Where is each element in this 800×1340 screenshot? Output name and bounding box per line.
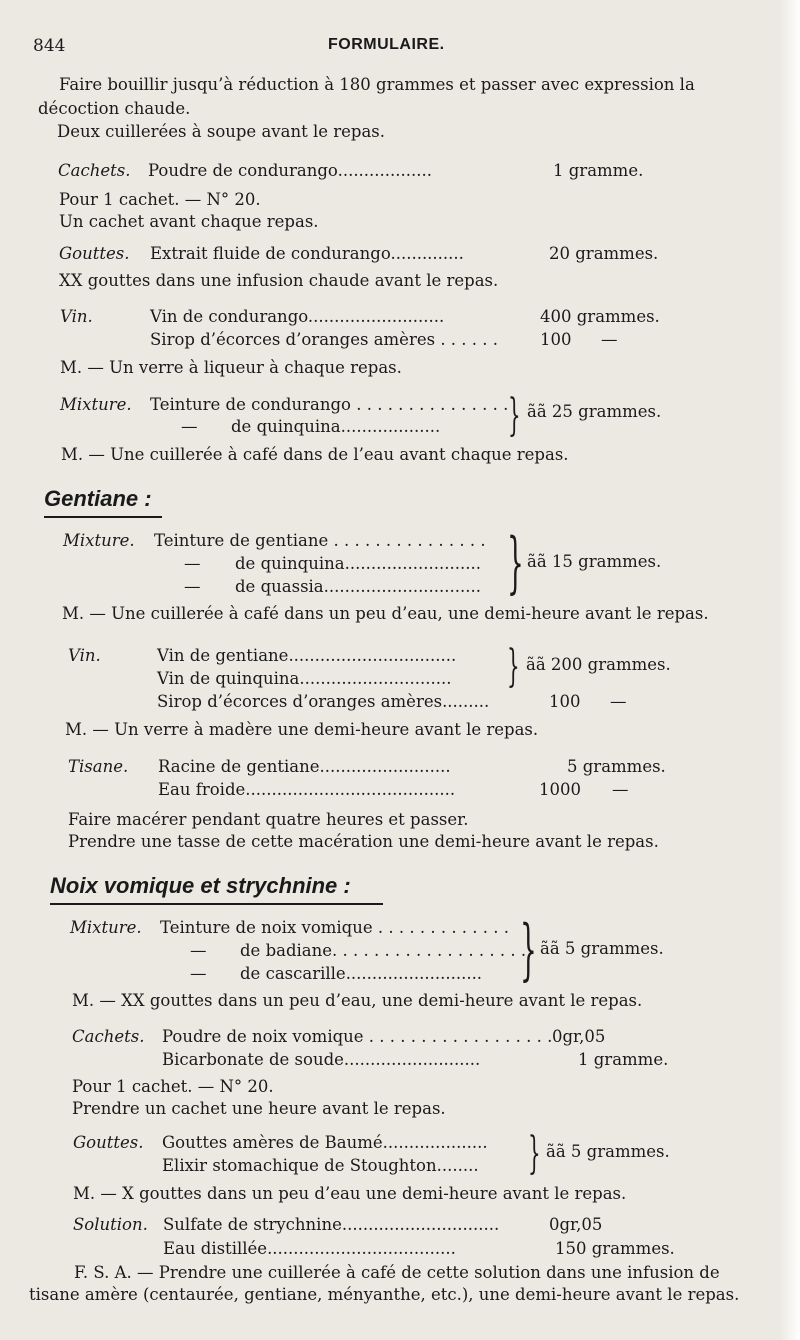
noix-mixture-qty: ãã 5 grammes. — [540, 939, 664, 958]
leader-dots: .................... — [382, 1133, 488, 1152]
intro-boil-line2: décoction chaude. — [38, 99, 191, 118]
condurango-vin-note: M. — Un verre à liqueur à chaque repas. — [60, 358, 402, 377]
condurango-vin-qty2: 100 — [540, 330, 572, 349]
gentiane-mixture-qty: ãã 15 grammes. — [527, 552, 662, 571]
gentiane-mixture-item2: de quinquina.......................... — [235, 554, 481, 573]
gentiane-tisane-item1: Racine de gentiane......................... — [158, 757, 451, 776]
noix-solution-item2: Eau distillée.................................... — [163, 1239, 456, 1258]
noix-cachets-item1: Poudre de noix vomique . . . . . . . . . . . . . . . . . . — [162, 1027, 553, 1046]
leader-dots: . . . . . . . . . . . . . — [377, 918, 510, 937]
condurango-cachets-label: Cachets. — [58, 161, 131, 180]
condurango-vin-item1: Vin de condurango.......................... — [150, 307, 445, 326]
noix-gouttes-qty: ãã 5 grammes. — [546, 1142, 670, 1161]
gentiane-mixture-label: Mixture. — [63, 531, 135, 550]
gentiane-tisane-label: Tisane. — [68, 757, 129, 776]
brace-icon: } — [508, 390, 521, 441]
ditto-dash: — — [181, 417, 198, 436]
noix-gouttes-item2: Elixir stomachique de Stoughton........ — [162, 1156, 479, 1175]
gentiane-vin-item3: Sirop d’écorces d’oranges amères......... — [157, 692, 490, 711]
noix-gouttes-label: Gouttes. — [73, 1133, 144, 1152]
condurango-mixture-item1: Teinture de condurango . . . . . . . . . . . . . . . — [150, 395, 509, 414]
noix-mixture-item2: de badiane. . . . . . . . . . . . . . . . . . . — [240, 941, 527, 960]
noix-solution-qty2: 150 grammes. — [555, 1239, 675, 1258]
noix-cachets-qty1: 0gr,05 — [552, 1027, 606, 1046]
condurango-vin-qty1: 400 grammes. — [540, 307, 660, 326]
gentiane-tisane-note2: Prendre une tasse de cette macération une demi-heure avant le repas. — [68, 832, 659, 851]
leader-dots: . . . . . . . . . . . . . . . — [356, 395, 509, 414]
gentiane-tisane-item2: Eau froide........................................ — [158, 780, 456, 799]
page-number: 844 — [33, 36, 66, 56]
noix-mixture-label: Mixture. — [70, 918, 142, 937]
noix-solution-item1: Sulfate de strychnine.............................. — [163, 1215, 500, 1234]
ditto-dash: — — [190, 964, 207, 983]
leader-dots: . . . . . . . . . . . . . . . . . . — [368, 1027, 553, 1046]
leader-dots: ......... — [442, 692, 490, 711]
condurango-vin-label: Vin. — [60, 307, 93, 326]
leader-dots: .......................... — [345, 964, 483, 983]
final-note-line1: F. S. A. — Prendre une cuillerée à café de cette solution dans une infusion de — [74, 1263, 720, 1282]
intro-dose: Deux cuillerées à soupe avant le repas. — [57, 122, 385, 141]
leader-dots: . . . . . . . . . . . . . . . — [333, 531, 486, 550]
condurango-mixture-qty: ãã 25 grammes. — [527, 402, 662, 421]
intro-boil-line1: Faire bouillir jusqu’à réduction à 180 grammes et passer avec expression la — [59, 75, 695, 94]
brace-icon: } — [507, 641, 520, 692]
leader-dots: .......................... — [343, 1050, 481, 1069]
leader-dots: ............................. — [299, 669, 452, 688]
brace-icon: } — [528, 1128, 541, 1179]
final-note-line2: tisane amère (centaurée, gentiane, ményanthe, etc.), une demi-heure avant le repas. — [29, 1285, 740, 1304]
section-title-noix-vomique: Noix vomique et strychnine : — [50, 873, 351, 898]
noix-gouttes-note: M. — X gouttes dans un peu d’eau une demi-heure avant le repas. — [73, 1184, 627, 1203]
condurango-gouttes-qty: 20 grammes. — [549, 244, 659, 263]
ditto-dash: — — [184, 554, 201, 573]
gentiane-tisane-qty2: 1000 — [539, 780, 581, 799]
gentiane-vin-item2: Vin de quinquina............................. — [157, 669, 452, 688]
gentiane-mixture-item3: de quassia.............................. — [235, 577, 482, 596]
condurango-mixture-label: Mixture. — [60, 395, 132, 414]
noix-cachets-qty2: 1 gramme. — [578, 1050, 669, 1069]
condurango-mixture-item2: de quinquina................... — [231, 417, 441, 436]
section-underline — [50, 903, 383, 905]
leader-dots: .......................... — [307, 307, 445, 326]
gentiane-mixture-note: M. — Une cuillerée à café dans un peu d’eau, une demi-heure avant le repas. — [62, 604, 709, 623]
gentiane-vin-qty3: 100 — [549, 692, 581, 711]
noix-mixture-note: M. — XX gouttes dans un peu d’eau, une demi-heure avant le repas. — [72, 991, 643, 1010]
ditto-dash: — — [184, 577, 201, 596]
gentiane-vin-note: M. — Un verre à madère une demi-heure avant le repas. — [65, 720, 539, 739]
brace-icon: } — [520, 911, 537, 988]
noix-cachets-label: Cachets. — [72, 1027, 145, 1046]
condurango-gouttes-item: Extrait fluide de condurango.............. — [150, 244, 464, 263]
gentiane-mixture-item1: Teinture de gentiane . . . . . . . . . . . . . . . — [154, 531, 486, 550]
noix-mixture-item1: Teinture de noix vomique . . . . . . . . . . . . . — [160, 918, 510, 937]
leader-dots: .......................... — [344, 554, 481, 573]
leader-dots: . . . . . . . . . . . . . . . . . . . — [332, 941, 527, 960]
leader-dots: ................... — [340, 417, 441, 436]
leader-dots: .............. — [390, 244, 464, 263]
ditto-mark: — — [601, 330, 618, 349]
ditto-mark: — — [610, 692, 627, 711]
ditto-dash: — — [190, 941, 207, 960]
leader-dots: ................................ — [288, 646, 457, 665]
noix-solution-label: Solution. — [73, 1215, 148, 1234]
gentiane-tisane-qty1: 5 grammes. — [567, 757, 666, 776]
section-underline — [44, 516, 162, 518]
leader-dots: .................................... — [267, 1239, 456, 1258]
noix-solution-qty1: 0gr,05 — [549, 1215, 603, 1234]
leader-dots: ........................................ — [245, 780, 456, 799]
condurango-gouttes-note: XX gouttes dans une infusion chaude avant le repas. — [59, 271, 499, 290]
brace-icon: } — [507, 524, 524, 601]
gentiane-vin-label: Vin. — [68, 646, 101, 665]
condurango-cachets-item: Poudre de condurango.................. — [148, 161, 432, 180]
leader-dots: . . . . . . — [440, 330, 499, 349]
condurango-cachets-note2: Un cachet avant chaque repas. — [59, 212, 319, 231]
condurango-cachets-qty: 1 gramme. — [553, 161, 644, 180]
condurango-vin-item2: Sirop d’écorces d’oranges amères . . . . . . — [150, 330, 499, 349]
noix-mixture-item3: de cascarille.......................... — [240, 964, 483, 983]
noix-gouttes-item1: Gouttes amères de Baumé.................... — [162, 1133, 488, 1152]
condurango-cachets-note1: Pour 1 cachet. — N° 20. — [59, 190, 261, 209]
leader-dots: .............................. — [341, 1215, 500, 1234]
leader-dots: ........ — [436, 1156, 479, 1175]
noix-cachets-note1: Pour 1 cachet. — N° 20. — [72, 1077, 274, 1096]
noix-cachets-item2: Bicarbonate de soude.......................... — [162, 1050, 481, 1069]
noix-cachets-note2: Prendre un cachet une heure avant le repas. — [72, 1099, 446, 1118]
leader-dots: .................. — [337, 161, 432, 180]
leader-dots: ......................... — [319, 757, 451, 776]
condurango-mixture-note: M. — Une cuillerée à café dans de l’eau avant chaque repas. — [61, 445, 569, 464]
gentiane-tisane-note1: Faire macérer pendant quatre heures et passer. — [68, 810, 469, 829]
section-title-gentiane: Gentiane : — [44, 486, 152, 511]
gentiane-vin-qty12: ãã 200 grammes. — [526, 655, 671, 674]
condurango-gouttes-label: Gouttes. — [59, 244, 130, 263]
leader-dots: .............................. — [323, 577, 482, 596]
running-title: FORMULAIRE. — [328, 36, 445, 53]
ditto-mark: — — [612, 780, 629, 799]
gentiane-vin-item1: Vin de gentiane................................ — [157, 646, 457, 665]
